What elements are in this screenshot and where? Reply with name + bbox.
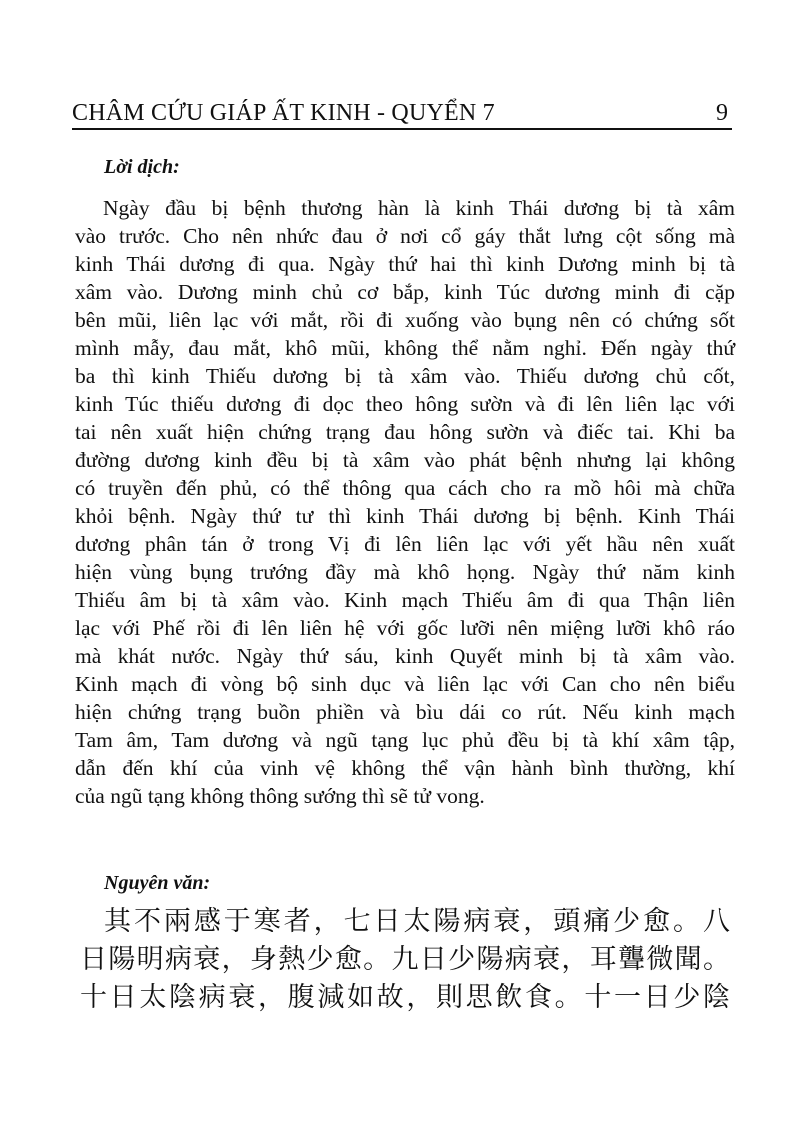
running-header [72, 98, 732, 130]
text-line: dương phân tán ở trong Vị đi lên liên lạc với yết hầu nên xuất [75, 532, 735, 556]
original-heading: Nguyên văn: [104, 872, 211, 894]
text-line: khỏi bệnh. Ngày thứ tư thì kinh Thái dương bị bệnh. Kinh Thái [75, 504, 735, 528]
text-line: hiện vùng bụng trướng đầy mà khô họng. Ngày thứ năm kinh [75, 560, 735, 584]
running-header-title: CHÂM CỨU GIÁP ẤT KINH - QUYỂN 7 [72, 100, 495, 126]
text-line: tai nên xuất hiện chứng trạng đau hông sườn và điếc tai. Khi ba [75, 420, 735, 444]
text-line: của ngũ tạng không thông sướng thì sẽ tử vong. [75, 784, 485, 808]
text-line: Tam âm, Tam dương và ngũ tạng lục phủ đều bị tà khí xâm tập, [75, 728, 735, 752]
text-line: hiện chứng trạng buồn phiền và bìu dái co rút. Nếu kinh mạch [75, 700, 735, 724]
text-line: vào trước. Cho nên nhức đau ở nơi cổ gáy thắt lưng cột sống mà [75, 224, 735, 248]
text-line: ba thì kinh Thiếu dương bị tà xâm vào. Thiếu dương chủ cốt, [75, 364, 735, 388]
translation-heading: Lời dịch: [104, 156, 180, 178]
text-line: Ngày đầu bị bệnh thương hàn là kinh Thái dương bị tà xâm [103, 196, 735, 220]
text-line: có truyền đến phủ, có thể thông qua cách cho ra mồ hôi mà chữa [75, 476, 735, 500]
text-line: Thiếu âm bị tà xâm vào. Kinh mạch Thiếu âm đi qua Thận liên [75, 588, 735, 612]
chinese-text-line: 日陽明病衰，身熱少愈。九日少陽病衰，耳聾微聞。 [80, 944, 730, 975]
text-line: bên mũi, liên lạc với mắt, rồi đi xuống vào bụng nên có chứng sốt [75, 308, 735, 332]
text-line: lạc với Phế rồi đi lên liên hệ với gốc lưỡi nên miệng lưỡi khô ráo [75, 616, 735, 640]
text-line: dẫn đến khí của vinh vệ không thể vận hành bình thường, khí [75, 756, 735, 780]
chinese-text-line: 其不兩感于寒者，七日太陽病衰，頭痛少愈。八 [104, 906, 730, 937]
text-line: kinh Thái dương đi qua. Ngày thứ hai thì kinh Dương minh bị tà [75, 252, 735, 276]
text-line: xâm vào. Dương minh chủ cơ bắp, kinh Túc dương minh đi cặp [75, 280, 735, 304]
text-line: đường dương kinh đều bị tà xâm vào phát bệnh nhưng lại không [75, 448, 735, 472]
page-number: 9 [716, 100, 728, 126]
text-line: mình mẫy, đau mắt, khô mũi, không thể nằm nghỉ. Đến ngày thứ [75, 336, 735, 360]
text-line: mà khát nước. Ngày thứ sáu, kinh Quyết minh bị tà xâm vào. [75, 644, 735, 668]
text-line: Kinh mạch đi vòng bộ sinh dục và liên lạc với Can cho nên biểu [75, 672, 735, 696]
chinese-text-line: 十日太陰病衰，腹減如故，則思飲食。十一日少陰 [80, 982, 730, 1013]
text-line: kinh Túc thiếu dương đi dọc theo hông sườn và đi lên liên lạc với [75, 392, 735, 416]
